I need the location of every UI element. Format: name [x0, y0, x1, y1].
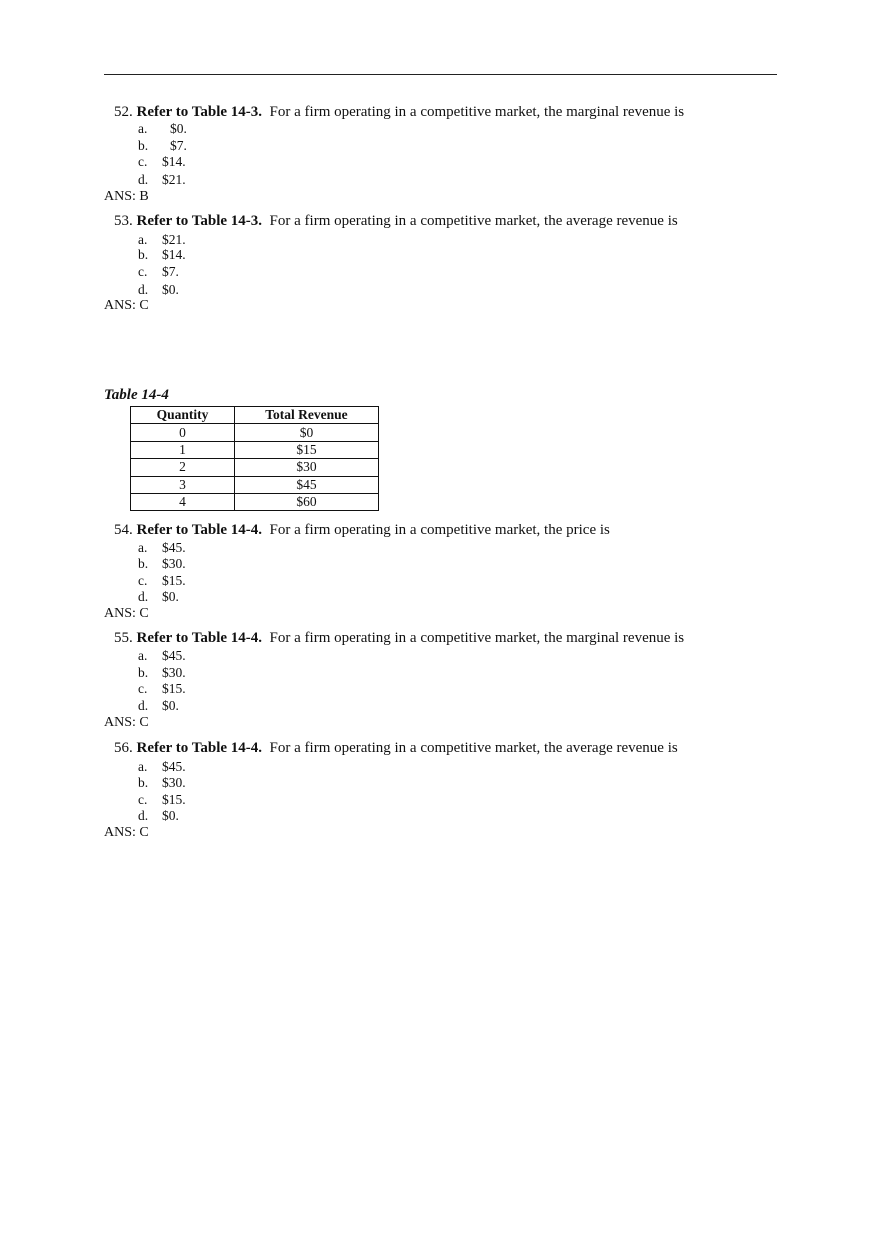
option-letter: c.	[138, 681, 148, 696]
answer-53: ANS: C	[104, 298, 149, 313]
option-54-c	[138, 573, 186, 589]
quantity-cell: 4	[131, 493, 235, 510]
option-letter: a.	[138, 648, 148, 663]
option-56-b	[138, 775, 186, 791]
quantity-cell: 0	[131, 424, 235, 441]
revenue-cell: $15	[235, 441, 379, 458]
option-letter: c.	[138, 264, 148, 279]
option-55-d	[138, 698, 179, 714]
question-number: 55.	[114, 630, 133, 646]
option-text: $14.	[162, 247, 186, 262]
option-55-c	[138, 681, 186, 697]
question-53	[114, 213, 678, 230]
quantity-cell: 3	[131, 476, 235, 493]
option-52-d	[138, 172, 186, 188]
question-text: For a firm operating in a competitive market, the average revenue is	[269, 740, 678, 756]
column-header-quantity: Quantity	[131, 407, 235, 424]
answer-54: ANS: C	[104, 606, 149, 621]
option-text: $21.	[162, 232, 186, 247]
question-text: For a firm operating in a competitive market, the price is	[269, 522, 610, 538]
option-text: $15.	[162, 573, 186, 588]
option-text: $7.	[162, 264, 179, 279]
table-header-row	[131, 407, 379, 424]
option-letter: b.	[138, 556, 149, 571]
option-text: $0.	[162, 698, 179, 713]
revenue-cell: $0	[235, 424, 379, 441]
table-row	[131, 459, 379, 476]
answer-56: ANS: C	[104, 825, 149, 840]
quantity-cell: 2	[131, 459, 235, 476]
option-56-c	[138, 792, 186, 808]
question-reference: Refer to Table 14-3.	[136, 213, 263, 229]
option-52-b	[138, 138, 187, 154]
option-54-a	[138, 540, 186, 556]
question-56	[114, 740, 678, 757]
option-text: $30.	[162, 665, 186, 680]
option-text: $21.	[162, 172, 186, 187]
table-row	[131, 493, 379, 510]
option-letter: b.	[138, 138, 149, 153]
question-number: 53.	[114, 213, 133, 229]
option-52-c	[138, 154, 186, 170]
question-text: For a firm operating in a competitive market, the marginal revenue is	[269, 104, 685, 120]
table-row	[131, 424, 379, 441]
question-reference: Refer to Table 14-4.	[136, 630, 263, 646]
question-54	[114, 522, 610, 539]
header-rule	[104, 74, 777, 75]
option-letter: d.	[138, 808, 149, 823]
question-text: For a firm operating in a competitive market, the average revenue is	[269, 213, 678, 229]
option-text: $0.	[162, 282, 179, 297]
option-letter: b.	[138, 247, 149, 262]
option-letter: a.	[138, 759, 148, 774]
option-text: $15.	[162, 792, 186, 807]
quantity-cell: 1	[131, 441, 235, 458]
table-row	[131, 441, 379, 458]
option-text: $45.	[162, 759, 186, 774]
option-text: $0.	[162, 589, 179, 604]
option-text: $7.	[170, 138, 187, 153]
option-letter: d.	[138, 698, 149, 713]
option-53-a	[138, 232, 186, 248]
option-53-b	[138, 247, 186, 263]
option-letter: b.	[138, 775, 149, 790]
option-letter: b.	[138, 665, 149, 680]
option-letter: a.	[138, 540, 148, 555]
answer-55: ANS: C	[104, 715, 149, 730]
table-row	[131, 476, 379, 493]
option-letter: a.	[138, 121, 148, 136]
revenue-cell: $30	[235, 459, 379, 476]
revenue-cell: $45	[235, 476, 379, 493]
option-text: $30.	[162, 775, 186, 790]
option-letter: c.	[138, 154, 148, 169]
option-letter: d.	[138, 172, 149, 187]
option-56-a	[138, 759, 186, 775]
option-54-b	[138, 556, 186, 572]
option-53-d	[138, 282, 179, 298]
option-text: $0.	[162, 808, 179, 823]
table-caption: Table 14-4	[104, 387, 169, 403]
column-header-total-revenue: Total Revenue	[235, 407, 379, 424]
option-55-b	[138, 665, 186, 681]
question-number: 56.	[114, 740, 133, 756]
question-reference: Refer to Table 14-3.	[136, 104, 263, 120]
option-letter: a.	[138, 232, 148, 247]
option-53-c	[138, 264, 179, 280]
option-text: $30.	[162, 556, 186, 571]
question-reference: Refer to Table 14-4.	[136, 740, 263, 756]
question-55	[114, 630, 684, 647]
option-55-a	[138, 648, 186, 664]
question-number: 52.	[114, 104, 133, 120]
answer-52: ANS: B	[104, 189, 149, 204]
option-letter: c.	[138, 573, 148, 588]
option-letter: d.	[138, 589, 149, 604]
option-52-a	[138, 121, 187, 137]
revenue-cell: $60	[235, 493, 379, 510]
option-text: $45.	[162, 540, 186, 555]
question-text: For a firm operating in a competitive market, the marginal revenue is	[269, 630, 685, 646]
option-54-d	[138, 589, 179, 605]
option-text: $15.	[162, 681, 186, 696]
option-text: $0.	[170, 121, 187, 136]
option-letter: c.	[138, 792, 148, 807]
total-revenue-table	[130, 406, 379, 511]
option-text: $45.	[162, 648, 186, 663]
option-text: $14.	[162, 154, 186, 169]
option-56-d	[138, 808, 179, 824]
question-reference: Refer to Table 14-4.	[136, 522, 263, 538]
question-number: 54.	[114, 522, 133, 538]
question-52	[114, 104, 684, 121]
option-letter: d.	[138, 282, 149, 297]
